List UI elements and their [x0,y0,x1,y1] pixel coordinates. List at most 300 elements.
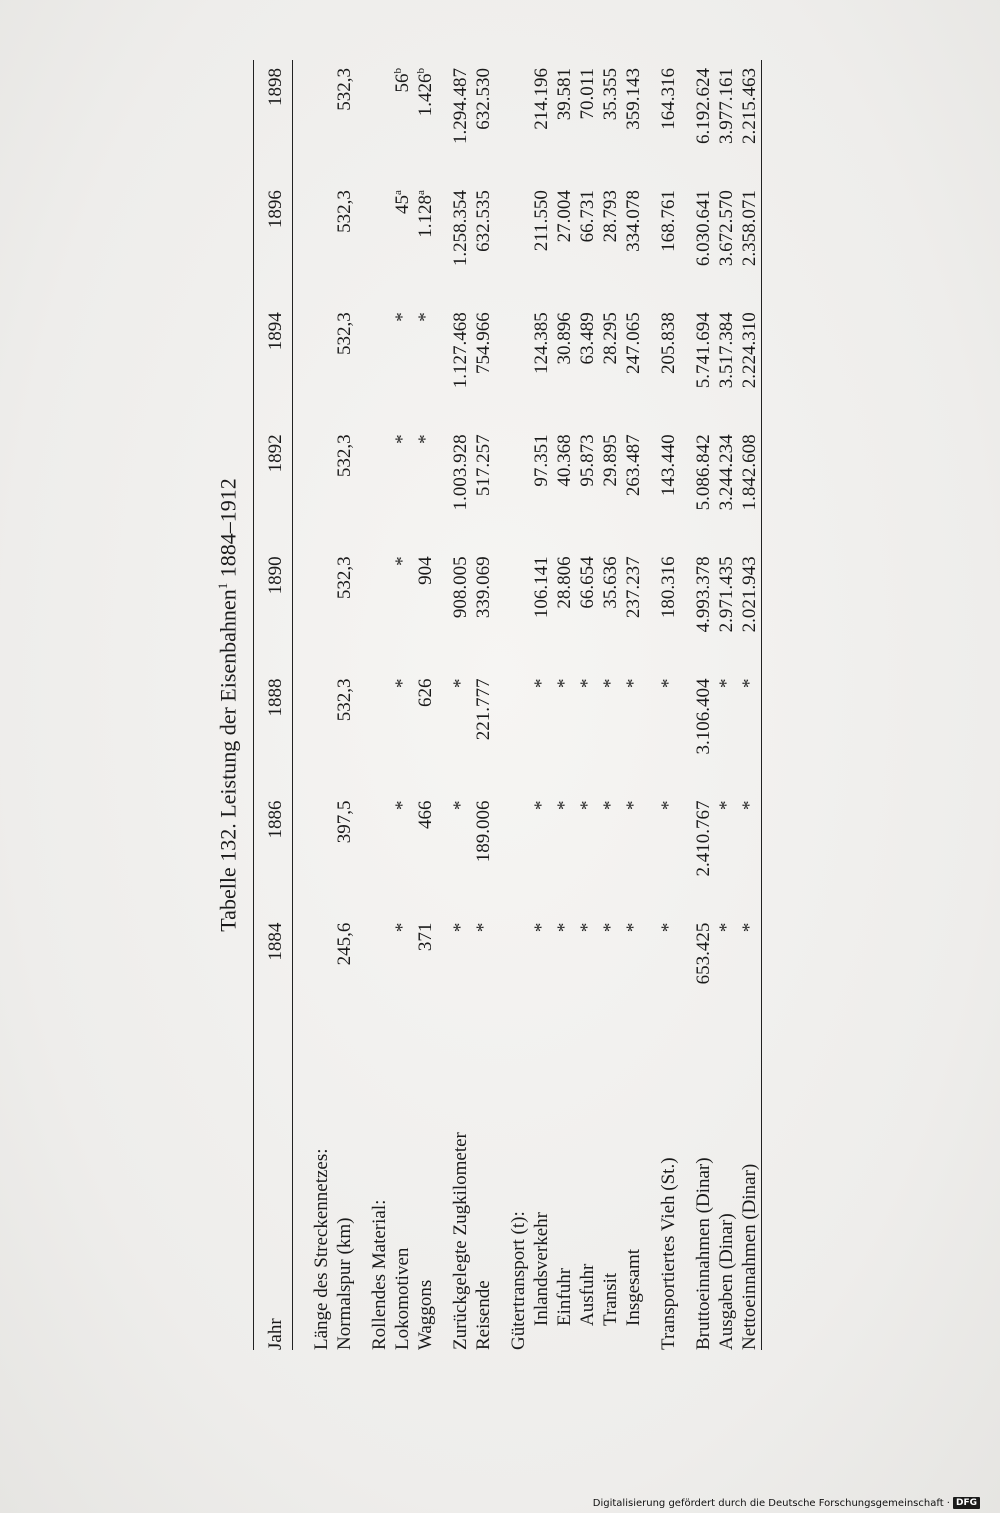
table-cell [530,182,553,304]
table-cell [310,426,333,548]
cell-value: * [716,678,737,688]
table-cell [449,60,472,182]
cell-value: 466 [415,800,436,830]
cell-value: 143.440 [658,434,679,497]
cell-value: 66.654 [577,556,598,609]
cell-value: 754.966 [473,312,494,374]
row-spacer [437,60,449,1350]
table-cell [657,793,680,915]
row-label: Rollendes Material: [369,1199,390,1350]
table-cell [692,182,715,304]
cell-value: 6.030.641 [693,190,714,267]
table-cell [368,548,391,670]
table-cell [657,182,680,304]
table-cell [576,670,599,792]
table-cell [715,915,738,1016]
table-cell [472,670,495,792]
cell-value: 221.777 [473,678,494,741]
table-cell [599,182,622,304]
cell-value: 40.368 [554,434,575,487]
table-cell [507,670,530,792]
cell-value: 653.425 [693,922,714,985]
cell-value: 1.128 [415,195,436,238]
table-cell [414,426,437,548]
table-cell [368,426,391,548]
cell-value: * [600,922,621,933]
cell-value: 66.731 [577,190,598,243]
table-cell [576,426,599,548]
cell-value: 339.069 [473,556,494,619]
table-cell [715,670,738,792]
cell-value: * [554,678,575,688]
table-cell [738,182,761,304]
cell-value: * [392,434,413,444]
table-cell [576,548,599,670]
table-cell [472,915,495,1016]
cell-value: 124.385 [531,312,552,374]
spacer-cell [292,60,310,1350]
table-row [553,60,576,1350]
table-cell [622,670,645,792]
cell-value: 247.065 [623,312,644,374]
table-cell [553,548,576,670]
table-body [292,60,761,1350]
cell-value: 334.078 [623,190,644,252]
table-cell [507,426,530,548]
cell-value: * [716,922,737,933]
cell-value: * [739,922,760,933]
table-cell [576,793,599,915]
table-row [715,60,738,1350]
cell-value: * [577,922,598,933]
table-header-row [259,60,292,1350]
footnote-marker: a [415,190,427,196]
table-row [507,60,530,1350]
cell-value: 3.977.161 [716,68,737,144]
table-row [368,60,391,1350]
header-year: 1894 [265,312,286,351]
table-cell [414,670,437,792]
cell-value: * [415,312,436,322]
table-cell [738,670,761,792]
table-row [449,60,472,1350]
title-footnote-marker: 1 [215,582,230,590]
table-cell [553,670,576,792]
table-cell [622,182,645,304]
table-cell [414,915,437,1016]
cell-value: 39.581 [554,68,575,121]
cell-value: 1.426 [415,73,436,117]
table-cell [449,426,472,548]
row-label: Transit [600,1272,621,1326]
table-cell [472,426,495,548]
digitization-footer [593,1497,980,1509]
table-cell [391,793,414,915]
table-cell [414,548,437,670]
cell-value: 2.215.463 [739,68,760,144]
table-row [414,60,437,1350]
cell-value: 56 [392,73,413,93]
row-spacer [292,60,310,1350]
table-title [215,60,241,1350]
cell-value: 28.806 [554,556,575,609]
table-cell [599,304,622,426]
table-cell [622,915,645,1016]
cell-value: 214.196 [531,68,552,130]
table-cell [657,548,680,670]
table-cell [530,60,553,182]
table-cell [715,548,738,670]
cell-value: 164.316 [658,68,679,130]
cell-value: * [739,678,760,688]
row-label: Ausgaben (Dinar) [716,1213,737,1350]
table-cell [553,793,576,915]
table-cell [715,182,738,304]
cell-value: 1.842.608 [739,434,760,511]
cell-value: 1.003.928 [450,434,471,511]
table-cell [657,915,680,1016]
cell-value: 3.244.234 [716,434,737,511]
table-cell [553,182,576,304]
table-cell [622,426,645,548]
table-cell [310,60,333,182]
cell-value: 2.971.435 [716,556,737,633]
table-cell [310,793,333,915]
dfg-logo: DFG [953,1497,980,1509]
cell-value: * [623,800,644,811]
cell-value: * [577,800,598,811]
table-cell [738,304,761,426]
cell-value: 245,6 [334,922,355,966]
cell-value: * [450,800,471,811]
table-cell [368,670,391,792]
table-cell [333,182,356,304]
cell-value: 1.258.354 [450,190,471,267]
row-label: Waggons [415,1279,436,1350]
table-cell [530,670,553,792]
table-cell [310,548,333,670]
cell-value: 1.127.468 [450,312,471,389]
row-label: Insgesamt [623,1248,644,1326]
header-year: 1896 [265,190,286,229]
table-cell [530,915,553,1016]
row-spacer [645,60,657,1350]
table-cell [599,548,622,670]
cell-value: 180.316 [658,556,679,619]
cell-value: 397,5 [334,800,355,844]
table-cell [414,304,437,426]
table-cell [599,915,622,1016]
table-cell [310,304,333,426]
row-spacer [680,60,692,1350]
table-cell [507,304,530,426]
cell-value: * [600,678,621,688]
table-cell [507,793,530,915]
header-year: 1884 [265,922,286,961]
cell-value: * [623,922,644,933]
cell-value: 28.295 [600,312,621,365]
cell-value: 5.741.694 [693,312,714,389]
cell-value: 211.550 [531,190,552,252]
table-cell [692,793,715,915]
cell-value: 63.489 [577,312,598,365]
cell-value: 27.004 [554,190,575,243]
header-year: 1898 [265,68,286,106]
spacer-cell [645,60,657,1350]
cell-value: * [392,922,413,933]
table-cell [472,793,495,915]
table-cell [553,60,576,182]
cell-value: * [739,800,760,811]
table-cell [692,670,715,792]
cell-value: 35.636 [600,556,621,609]
table-row [576,60,599,1350]
cell-value: 28.793 [600,190,621,243]
cell-value: 4.993.378 [693,556,714,633]
cell-value: 2.224.310 [739,312,760,389]
table-cell [368,60,391,182]
cell-value: 168.761 [658,190,679,252]
row-label: Gütertransport (t): [508,1211,529,1350]
cell-value: * [623,678,644,688]
table-cell [391,915,414,1016]
cell-value: 626 [415,678,436,707]
table-cell [449,670,472,792]
table-cell [715,304,738,426]
cell-value: 3.672.570 [716,190,737,267]
table-cell [715,793,738,915]
cell-value: 237.237 [623,556,644,619]
cell-value: * [716,800,737,811]
table-cell [507,548,530,670]
table-row [692,60,715,1350]
row-label: Zurückgelegte Zugkilometer [450,1132,471,1350]
cell-value: 908.005 [450,556,471,619]
table-cell [622,60,645,182]
table-cell [449,915,472,1016]
table-cell [553,915,576,1016]
table-cell [414,793,437,915]
table-cell [310,182,333,304]
cell-value: 6.192.624 [693,68,714,144]
cell-value: 70.011 [577,68,598,120]
table-cell [657,60,680,182]
table-cell [391,60,414,182]
table-cell [507,915,530,1016]
table-cell [391,182,414,304]
row-label: Reisende [473,1280,494,1350]
table-cell [449,304,472,426]
table-cell [692,426,715,548]
cell-value: 2.021.943 [739,556,760,633]
table-cell [472,182,495,304]
table-cell [333,793,356,915]
cell-value: 632.530 [473,68,494,130]
table-cell [414,182,437,304]
table-cell [449,182,472,304]
header-year: 1888 [265,678,286,717]
cell-value: 35.355 [600,68,621,121]
cell-value: 371 [415,922,436,952]
row-label: Lokomotiven [392,1247,413,1350]
cell-value: 532,3 [334,556,355,600]
table-cell [576,304,599,426]
spacer-cell [437,60,449,1350]
cell-value: * [554,922,575,933]
cell-value: * [658,678,679,688]
table-title-text: Tabelle 132. Leistung der Eisenbahnen [215,589,241,932]
table-cell [391,548,414,670]
table-cell [553,426,576,548]
cell-value: 205.838 [658,312,679,374]
table-cell [599,60,622,182]
header-year: 1890 [265,556,286,595]
cell-value: 189.006 [473,800,494,863]
cell-value: * [577,678,598,688]
table-cell [599,670,622,792]
cell-value: * [392,312,413,322]
cell-value: * [554,800,575,811]
table-cell [657,426,680,548]
table-cell [692,304,715,426]
table-cell [738,60,761,182]
cell-value: 2.410.767 [693,800,714,877]
cell-value: 95.873 [577,434,598,487]
table-cell [738,793,761,915]
header-year-label: Jahr [265,1318,286,1350]
cell-value: 97.351 [531,434,552,487]
table-cell [333,426,356,548]
table-cell [368,304,391,426]
table-cell [553,304,576,426]
table-cell [472,60,495,182]
row-label: Einfuhr [554,1267,575,1326]
table-cell [622,548,645,670]
top-rule [253,60,254,1350]
cell-value: 359.143 [623,68,644,130]
spacer-cell [680,60,692,1350]
cell-value: 532,3 [334,312,355,355]
cell-value: 1.294.487 [450,68,471,144]
row-spacer [495,60,507,1350]
table-cell [657,670,680,792]
cell-value: 532,3 [334,190,355,233]
table-cell [333,670,356,792]
table-cell [472,304,495,426]
cell-value: 263.487 [623,434,644,497]
cell-value: * [473,922,494,933]
table-cell [738,426,761,548]
cell-value: 532,3 [334,678,355,722]
row-label: Nettoeinnahmen (Dinar) [739,1163,760,1350]
railway-performance-table [259,60,761,1350]
cell-value: * [392,678,413,688]
cell-value: * [658,922,679,933]
table-cell [449,548,472,670]
row-label: Transportiertes Vieh (St.) [658,1157,679,1350]
row-label: Normalspur (km) [334,1217,355,1350]
table-cell [576,60,599,182]
table-title-range: 1884–1912 [215,478,241,583]
table-cell [333,915,356,1016]
cell-value: 2.358.071 [739,190,760,267]
cell-value: 5.086.842 [693,434,714,511]
cell-value: 3.106.404 [693,678,714,755]
cell-value: 3.517.384 [716,312,737,389]
table-cell [530,426,553,548]
bottom-rule [761,60,762,1350]
table-cell [576,915,599,1016]
cell-value: * [531,800,552,811]
table-row [472,60,495,1350]
table-cell [368,182,391,304]
table-cell [507,182,530,304]
header-year: 1886 [265,800,286,839]
cell-value: * [392,800,413,811]
cell-value: 106.141 [531,556,552,619]
cell-value: * [600,800,621,811]
cell-value: 30.896 [554,312,575,365]
table-cell [599,426,622,548]
cell-value: 532,3 [334,68,355,111]
row-spacer [356,60,368,1350]
spacer-cell [356,60,368,1350]
footnote-marker: a [392,190,404,196]
table-row [622,60,645,1350]
table-row [657,60,680,1350]
table-cell [622,304,645,426]
table-cell [368,793,391,915]
table-cell [715,426,738,548]
table-cell [576,182,599,304]
table-cell [391,670,414,792]
row-label: Ausfuhr [577,1263,598,1326]
table-cell [333,304,356,426]
table-cell [333,60,356,182]
cell-value: 532,3 [334,434,355,478]
table-row [599,60,622,1350]
table-cell [310,670,333,792]
cell-value: 632.535 [473,190,494,252]
cell-value: * [392,556,413,566]
table-cell [472,548,495,670]
cell-value: * [531,678,552,688]
footnote-marker: b [392,68,404,74]
row-label: Bruttoeinnahmen (Dinar) [693,1157,714,1350]
table-cell [414,60,437,182]
table-row [738,60,761,1350]
table-cell [368,915,391,1016]
table-cell [507,60,530,182]
cell-value: * [531,922,552,933]
table-cell [391,426,414,548]
table-row [310,60,333,1350]
table-cell [622,793,645,915]
rotated-table-block [215,60,767,1350]
table-cell [715,60,738,182]
table-cell [530,304,553,426]
row-label: Inlandsverkehr [531,1212,552,1326]
cell-value: * [450,922,471,933]
table-cell [449,793,472,915]
header-year: 1892 [265,434,286,473]
table-cell [738,548,761,670]
table-row [391,60,414,1350]
cell-value: 517.257 [473,434,494,497]
table-cell [391,304,414,426]
table-cell [333,548,356,670]
table-row [333,60,356,1350]
